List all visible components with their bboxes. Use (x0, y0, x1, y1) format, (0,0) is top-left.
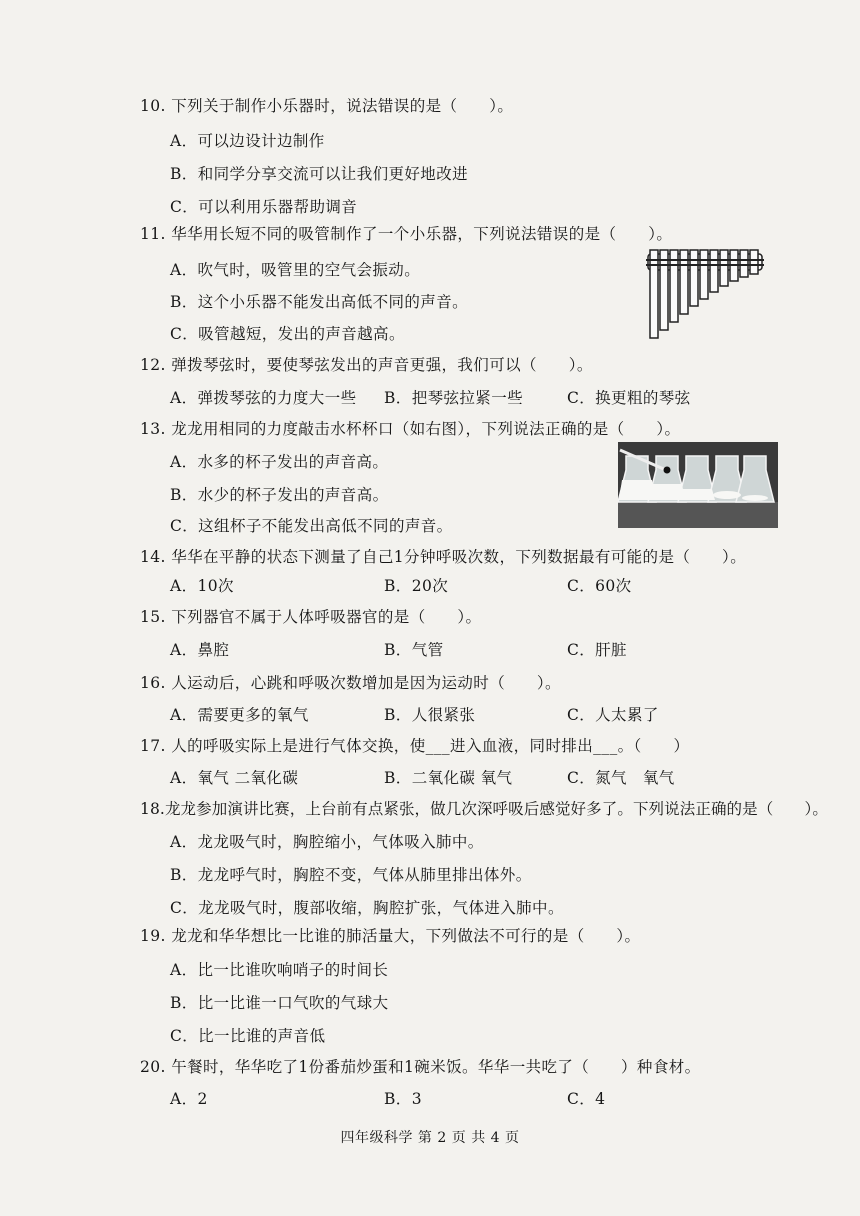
question-10-option-c: C．可以利用乐器帮助调音 (170, 198, 358, 216)
question-13-option-a: A．水多的杯子发出的声音高。 (170, 453, 389, 471)
question-12-option-a: A．弹拨琴弦的力度大一些 (170, 389, 357, 407)
question-17-option-c: C．氮气 氧气 (567, 769, 675, 787)
question-16-option-b: B．人很紧张 (384, 706, 476, 724)
question-19-stem: 19. 龙龙和华华想比一比谁的肺活量大，下列做法不可行的是（ ）。 (140, 927, 641, 945)
question-19-option-a: A．比一比谁吹响哨子的时间长 (170, 961, 389, 979)
question-13-stem: 13. 龙龙用相同的力度敲击水杯杯口（如右图），下列说法正确的是（ ）。 (140, 420, 681, 438)
question-18-option-a: A．龙龙吸气时，胸腔缩小，气体吸入肺中。 (170, 833, 484, 851)
question-17-option-a: A．氧气 二氧化碳 (170, 769, 299, 787)
question-14-option-b: B．20次 (384, 577, 449, 595)
question-11-option-b: B．这个小乐器不能发出高低不同的声音。 (170, 293, 468, 311)
question-20-option-b: B．3 (384, 1090, 422, 1108)
question-11-option-c: C．吸管越短，发出的声音越高。 (170, 325, 405, 343)
question-19-option-b: B．比一比谁一口气吹的气球大 (170, 994, 389, 1012)
question-12-option-b: B．把琴弦拉紧一些 (384, 389, 523, 407)
question-13-option-b: B．水少的杯子发出的声音高。 (170, 486, 389, 504)
question-15-option-a: A．鼻腔 (170, 641, 230, 659)
question-16-option-a: A．需要更多的氧气 (170, 706, 309, 724)
page-footer: 四年级科学 第 2 页 共 4 页 (340, 1130, 520, 1146)
question-18-stem: 18.龙龙参加演讲比赛，上台前有点紧张，做几次深呼吸后感觉好多了。下列说法正确的是（ ）。 (140, 800, 829, 818)
question-14-option-c: C．60次 (567, 577, 632, 595)
question-18-option-c: C．龙龙吸气时，腹部收缩，胸腔扩张，气体进入肺中。 (170, 899, 564, 917)
question-17-option-b: B．二氧化碳 氧气 (384, 769, 513, 787)
question-12-stem: 12. 弹拨琴弦时，要使琴弦发出的声音更强，我们可以（ ）。 (140, 356, 593, 374)
question-17-stem: 17. 人的呼吸实际上是进行气体交换，使___进入血液，同时排出___。（ ） (140, 737, 690, 755)
question-15-option-b: B．气管 (384, 641, 444, 659)
question-16-stem: 16. 人运动后，心跳和呼吸次数增加是因为运动时（ ）。 (140, 674, 561, 692)
question-14-option-a: A．10次 (170, 577, 234, 595)
question-18-option-b: B．龙龙呼气时，胸腔不变，气体从肺里排出体外。 (170, 866, 532, 884)
question-12-option-c: C．换更粗的琴弦 (567, 389, 691, 407)
question-20-stem: 20. 午餐时，华华吃了1份番茄炒蛋和1碗米饭。华华一共吃了（ ）种食材。 (140, 1058, 701, 1076)
panpipe-figure (640, 248, 770, 344)
question-13-option-c: C．这组杯子不能发出高低不同的声音。 (170, 517, 453, 535)
question-20-option-a: A．2 (170, 1090, 208, 1108)
question-14-stem: 14. 华华在平静的状态下测量了自己1分钟呼吸次数，下列数据最有可能的是（ ）。 (140, 548, 747, 566)
question-15-stem: 15. 下列器官不属于人体呼吸器官的是（ ）。 (140, 608, 482, 626)
question-16-option-c: C．人太累了 (567, 706, 659, 724)
question-20-option-c: C．4 (567, 1090, 606, 1108)
question-10-stem: 10. 下列关于制作小乐器时，说法错误的是（ ）。 (140, 97, 514, 115)
question-10-option-b: B．和同学分享交流可以让我们更好地改进 (170, 165, 468, 183)
question-11-option-a: A．吹气时，吸管里的空气会振动。 (170, 261, 421, 279)
question-11-stem: 11. 华华用长短不同的吸管制作了一个小乐器，下列说法错误的是（ ）。 (140, 225, 673, 243)
water-cups-figure (618, 442, 778, 528)
question-10-option-a: A．可以边设计边制作 (170, 132, 325, 150)
question-19-option-c: C．比一比谁的声音低 (170, 1027, 326, 1045)
question-15-option-c: C．肝脏 (567, 641, 627, 659)
